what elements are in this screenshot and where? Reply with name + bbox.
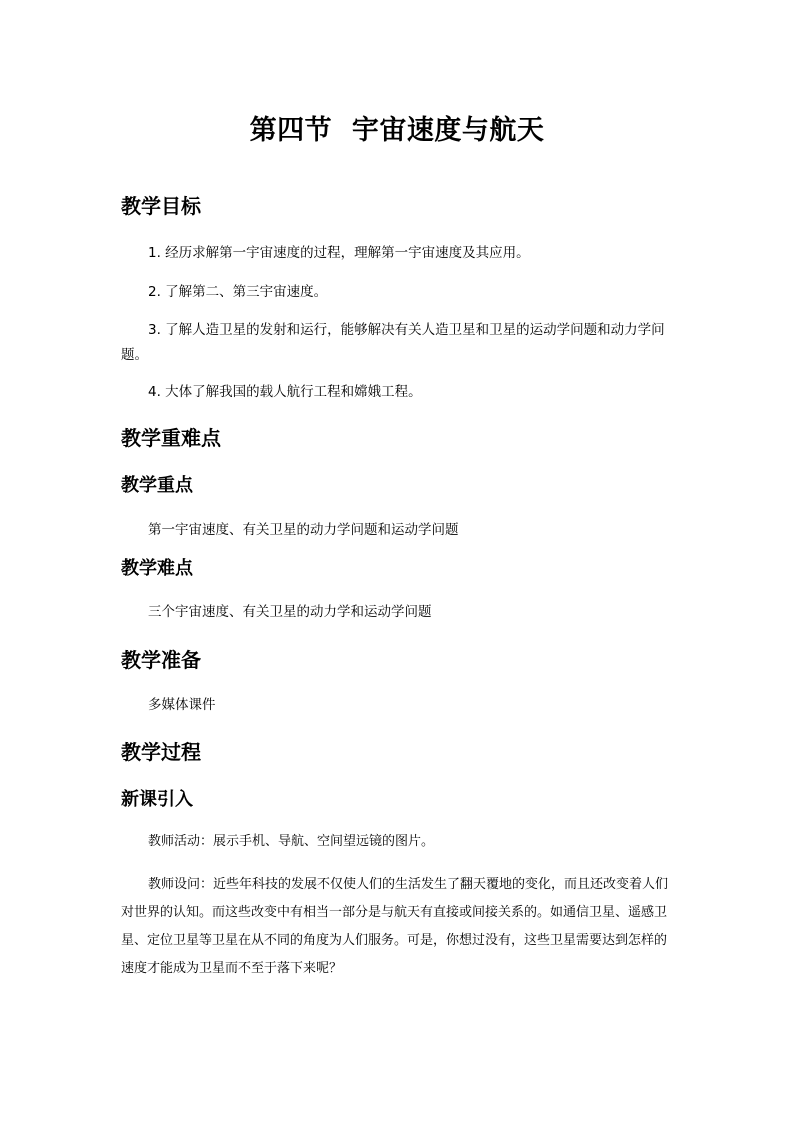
section-heading-preparation: 教学准备 xyxy=(121,648,201,672)
subheading-key-points: 教学重点 xyxy=(121,475,193,496)
document-title: 第四节 宇宙速度与航天 xyxy=(249,115,545,146)
preparation-text: 多媒体课件 xyxy=(148,697,216,713)
subheading-intro: 新课引入 xyxy=(121,789,193,810)
goal-item-3: 3. 了解人造卫星的发射和运行，能够解决有关人造卫星和卫星的运动学问题和动力学问题。 xyxy=(121,322,665,363)
intro-paragraph-2: 教师设问：近些年科技的发展不仅使人们的生活发生了翻天覆地的变化，而且还改变着人们对世界的认知。而这些改变中有相当一部分是与航天有直接或间接关系的。如通信卫星、遥感卫星、定位卫星等卫星在从不同的角度为人们服务。可是，你想过没有，这些卫星需要达到怎样的速度才能成为卫星而不至于落下来呢？ xyxy=(121,877,669,976)
goal-item-1: 1. 经历求解第一宇宙速度的过程，理解第一宇宙速度及其应用。 xyxy=(148,245,530,261)
goal-item-2: 2. 了解第二、第三宇宙速度。 xyxy=(148,284,328,300)
section-heading-goals: 教学目标 xyxy=(121,194,201,218)
section-heading-key-difficult: 教学重难点 xyxy=(121,426,221,450)
difficult-points-text: 三个宇宙速度、有关卫星的动力学和运动学问题 xyxy=(148,604,432,620)
subheading-difficult-points: 教学难点 xyxy=(121,558,193,579)
section-heading-process: 教学过程 xyxy=(121,740,201,764)
goal-item-4: 4. 大体了解我国的载人航行工程和嫦娥工程。 xyxy=(148,384,422,400)
key-points-text: 第一宇宙速度、有关卫星的动力学问题和运动学问题 xyxy=(148,522,459,538)
intro-paragraph-1: 教师活动：展示手机、导航、空间望远镜的图片。 xyxy=(148,834,435,849)
